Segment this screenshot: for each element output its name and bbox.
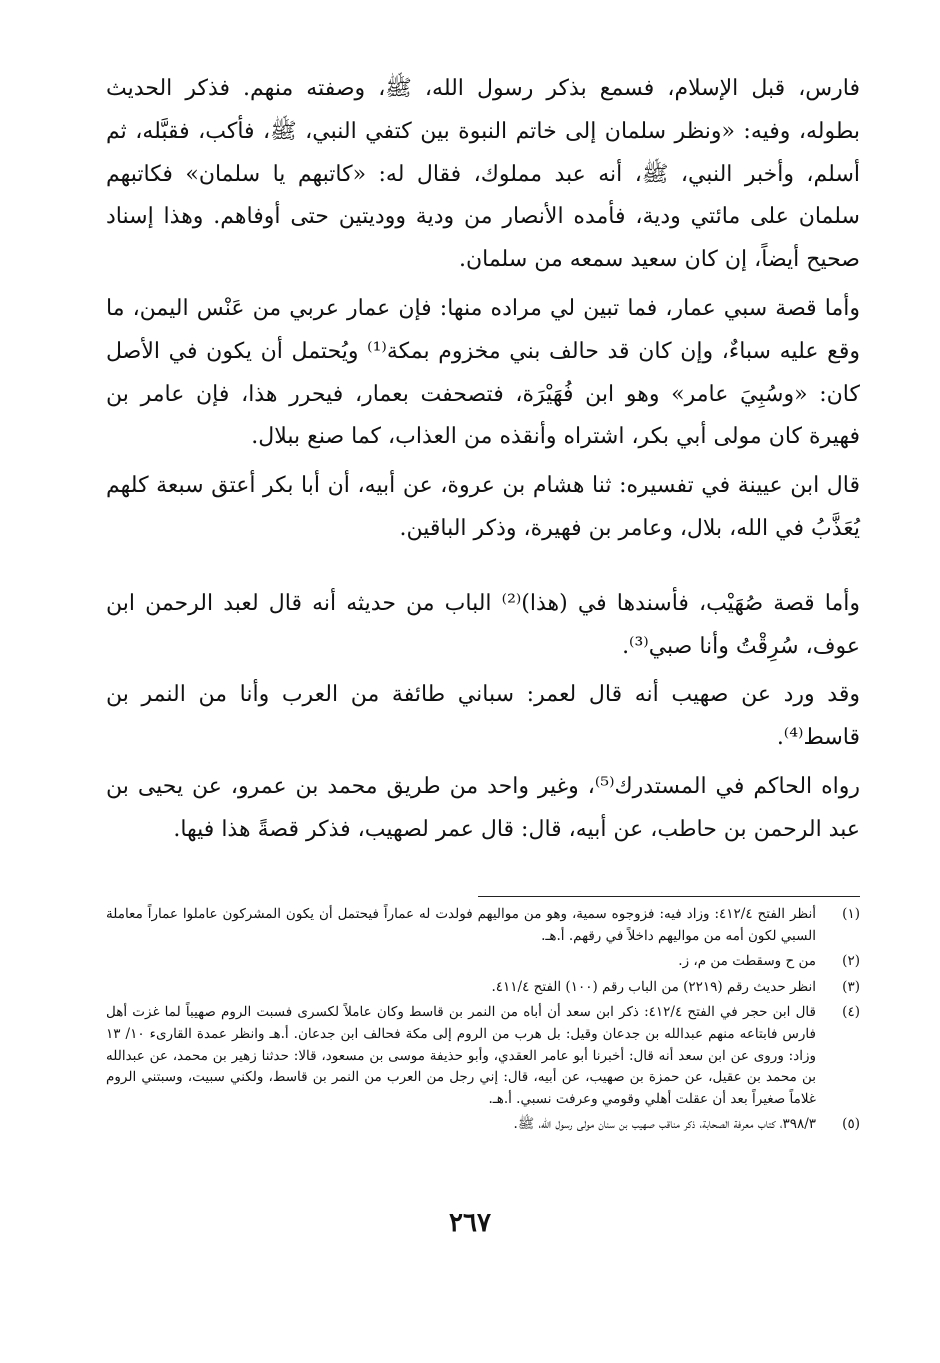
footnote-divider (478, 896, 860, 897)
footnotes (106, 904, 860, 1140)
footnote-item (106, 904, 860, 947)
footnote-text: من ح وسقطت من م، ز. (678, 953, 816, 970)
footnote-number: (١) (842, 906, 860, 922)
page-number: ٢٦٧ (449, 1208, 491, 1238)
footnote-text: ٣٩٨/٣، كتاب معرفة الصحابة، ذكر مناقب صهيب بن سنان مولى رسول الله، ﷺ. (513, 1116, 816, 1133)
footnote-number: (٥) (842, 1116, 860, 1133)
paragraph-ibn-uyaynah: قال ابن عيينة في تفسيره: ثنا هشام بن عروة، عن أبيه، أن أبا بكر أعتق سبعة كلهم يُعَذَّبُ في الله، بلال، وعامر بن فهيرة، وذكر الباقين. (106, 473, 860, 541)
footnote-number: (٤) (842, 1004, 860, 1021)
paragraph-suhayb-story: وأما قصة صُهَيْب، فأسندها في (هذا)⁽²⁾ الباب من حديثه أنه قال لعبد الرحمن ابن عوف، سُرِقْتُ وأنا صبي⁽³⁾. (106, 590, 860, 659)
main-text (106, 68, 860, 852)
paragraph-salman-story: فارس، قبل الإسلام، فسمع بذكر رسول الله، ﷺ، وصفته منهم. فذكر الحديث بطوله، وفيه: «ونظر سلمان إلى خاتم النبوة بين كتفي النبي، ﷺ، فأكب، فقبَّله، ثم أسلم، وأخبر النبي، ﷺ، أنه عبد مملوك، فقال له: «كاتبهم يا سلمان» فكاتبهم سلمان على مائتي ودية، فأمده الأنصار من ودية ووديتين حتى أوفاهم. وهذا إسناد صحيح أيضاً، إن كان سعيد سمعه من سلمان. (106, 76, 860, 273)
footnote-item (106, 1002, 860, 1110)
footnote-text: انظر حديث رقم (٢٢١٩) من الباب رقم (١٠٠) الفتح ٤١١/٤. (491, 978, 816, 995)
paragraph-ammar-captivity: وأما قصة سبي عمار، فما تبين لي مراده منها: فإن عمار عربي من عَنْس اليمن، ما وقع عليه سباءٌ، وإن كان قد حالف بني مخزوم بمكة⁽¹⁾ ويُحتمل أن يكون في الأصل كان: «وسُبِيَ عامر» وهو ابن فُهَيْرَة، فتصحفت بعمار، فيحرر هذا، فإن عامر بن فهيرة كان مولى أبي بكر، اشتراه وأنقذه من العذاب، كما صنع ببلال. (106, 295, 860, 450)
footnote-text: أنظر الفتح ٤١٢/٤: وزاد فيه: فزوجوه سمية، وهو من مواليهم فولدت له عماراً فيحتمل أن يكون المشركون عاملوا عماراً معاملة السبي لكون أمه من مواليهم داخلاً في رقهم. أ.هـ. (106, 906, 816, 944)
paragraph-hakim-narration: رواه الحاكم في المستدرك⁽⁵⁾، وغير واحد من طريق محمد بن عمرو، عن يحيى بن عبد الرحمن بن حاطب، عن أبيه، قال: قال عمر لصهيب، فذكر قصةً هذا فيها. (106, 773, 860, 842)
paragraph-suhayb-umar: وقد ورد عن صهيب أنه قال لعمر: سباني طائفة من العرب وأنا من النمر بن قاسط⁽⁴⁾. (106, 682, 860, 751)
footnote-item (106, 977, 860, 999)
footnote-number: (٣) (842, 978, 860, 995)
footnote-text: قال ابن حجر في الفتح ٤١٢/٤: ذكر ابن سعد أن أباه من النمر بن قاسط وكان عاملاً لكسرى فسبت الروم صهيباً لما غزت أهل فارس فابتاعه منهم عبدالله بن جدعان وقيل: بل هرب من الروم إلى مكة فحالف ابن جدعان. أ.هـ وانظر عمدة القارىء ١٠/ ١٣ وزاد: وروى عن ابن سعد أنه قال: أخبرنا أبو عامر العقدي، وأبو حذيفة موسى بن مسعود، قالا: حدثنا زهير بن محمد، عن عبدالله بن محمد بن عقيل، عن حمزة بن صهيب، عن أبيه، قال: إني رجل من العرب من النمر بن قاسط، ولكني سبيت، وسبتني الروم غلاماً صغيراً بعد أن عقلت أهلي وقومي وعرفت نسبي. أ.هـ. (106, 1004, 816, 1107)
footnote-item (106, 1114, 860, 1136)
footnote-item (106, 951, 860, 973)
footnote-number: (٢) (842, 953, 860, 970)
